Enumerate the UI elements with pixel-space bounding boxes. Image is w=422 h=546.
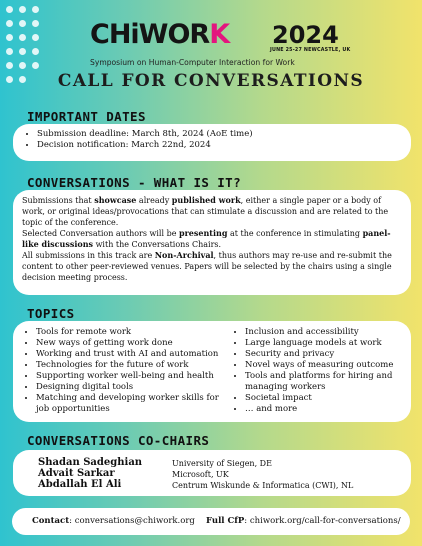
chair-name: Advait Sarkar [38, 468, 115, 479]
topic-item: • Supporting worker well-being and health [36, 371, 231, 382]
logo-dates: JUNE 25-27 NEWCASTLE, UK [270, 48, 351, 53]
cfp-link[interactable]: : chiwork.org/call-for-conversations/ [244, 516, 401, 526]
topic-item: • … and more [245, 404, 417, 415]
topic-item: • Tools and platforms for hiring and managing workers [245, 371, 417, 393]
chair-affiliation: Microsoft, UK [172, 470, 229, 479]
topic-item: • New ways of getting work done [36, 338, 231, 349]
important-dates-card [13, 124, 411, 161]
co-chairs-heading: CONVERSATIONS CO-CHAIRS [27, 433, 210, 448]
topics-heading: TOPICS [27, 306, 75, 321]
logo-wordmark: CHiWORK [90, 19, 230, 50]
list-item: • Submission deadline: March 8th, 2024 (AoE time) [37, 129, 253, 140]
chair-name: Shadan Sadeghian [38, 457, 143, 468]
topic-item: • Matching and developing worker skills for job opportunities [36, 393, 231, 415]
topic-item: • Tools for remote work [36, 327, 231, 338]
topic-item: • Working and trust with AI and automation [36, 349, 231, 360]
topic-item: • Novel ways of measuring outcome [245, 360, 417, 371]
topic-item: • Inclusion and accessibility [245, 327, 417, 338]
logo-year: 2024 [272, 21, 339, 49]
topic-item: • Designing digital tools [36, 382, 231, 393]
description-paragraph-2: Selected Conversation authors will be presenting at the conference in stimulating panel-like discussions with the Conversations Chairs. [22, 228, 391, 249]
chair-name: Abdallah El Ali [38, 479, 122, 490]
contact-footer [12, 508, 410, 535]
description-paragraph-1: Submissions that showcase already published work, either a single paper or a body of work, or original ideas/provocations that can stimulate a discussion and are related to the topic of the conference. [22, 195, 389, 227]
contact-email-link[interactable]: : conversations@chiwork.org [69, 516, 195, 526]
important-dates-heading: IMPORTANT DATES [27, 109, 146, 124]
list-item: • Decision notification: March 22nd, 2024 [37, 140, 253, 151]
topic-item: • Technologies for the future of work [36, 360, 231, 371]
co-chairs-card [13, 450, 411, 496]
chair-affiliation: Centrum Wiskunde & Informatica (CWI), NL [172, 481, 354, 490]
contact-info: Contact: conversations@chiwork.org [32, 516, 195, 526]
topics-right-list [232, 327, 417, 415]
topic-item: • Large language models at work [245, 338, 417, 349]
topics-card [13, 321, 411, 422]
cfp-info: Full CfP: chiwork.org/call-for-conversations/ [206, 516, 401, 526]
description-paragraph-3: All submissions in this track are Non-Archival, thus authors may re-use and re-submit the content to other peer-reviewed venues. Papers will be selected by the chairs using a single decision meeting process. [22, 250, 392, 282]
what-is-it-card [13, 190, 411, 295]
topics-left-list [23, 327, 231, 415]
chiwork-logo [90, 19, 390, 67]
chair-affiliation: University of Siegen, DE [172, 459, 272, 468]
page-title: CALL FOR CONVERSATIONS [57, 71, 365, 91]
topic-item: • Societal impact [245, 393, 417, 404]
logo-subtitle: Symposium on Human-Computer Interaction for Work [90, 58, 295, 67]
topic-item: • Security and privacy [245, 349, 417, 360]
what-is-it-heading: CONVERSATIONS - WHAT IS IT? [27, 175, 241, 190]
